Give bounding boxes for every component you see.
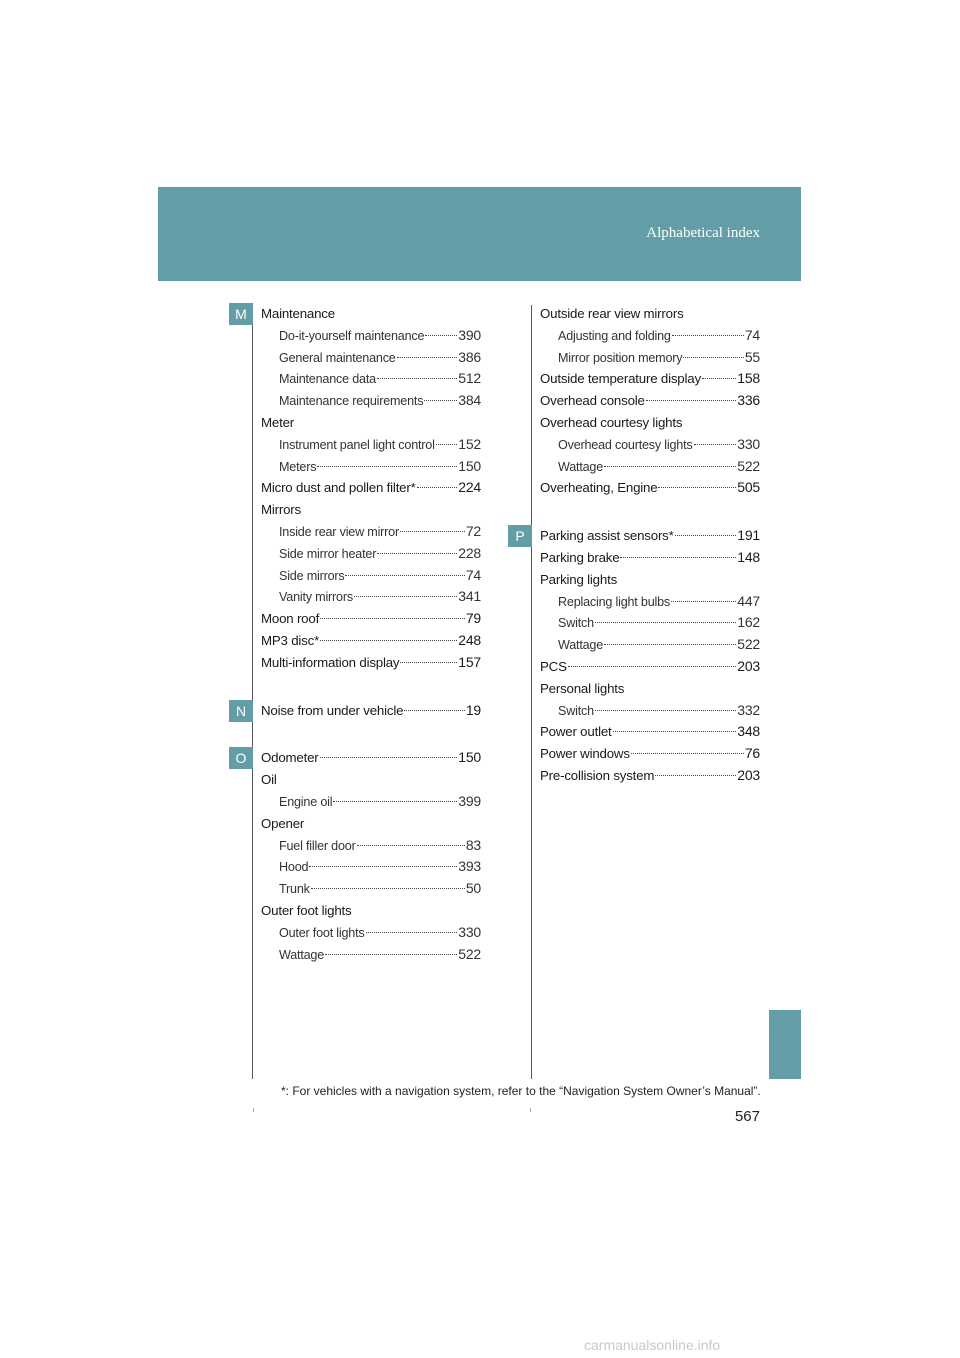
entry-page: 72 (465, 522, 481, 539)
entry-label: Overhead console (540, 393, 645, 409)
entry-label: Personal lights (540, 680, 625, 696)
entry-label: Wattage (279, 947, 325, 962)
index-section (515, 525, 760, 787)
index-section (540, 303, 760, 499)
leader-dots (400, 662, 457, 663)
entry-page: 158 (737, 370, 760, 387)
entry-page: 330 (458, 923, 481, 940)
index-entry[interactable] (540, 547, 760, 569)
entry-label: Side mirrors (279, 568, 345, 583)
entry-page: 332 (737, 701, 760, 718)
index-subentry[interactable] (540, 612, 760, 634)
entry-page: 55 (744, 348, 760, 365)
entry-page: 19 (465, 701, 481, 718)
entry-page: 76 (744, 745, 760, 762)
entry-label: Vanity mirrors (279, 590, 353, 605)
entry-label: Mirror position memory (558, 350, 683, 365)
header-title: Alphabetical index (646, 225, 760, 241)
leader-dots (595, 710, 736, 711)
entry-label: Meter (261, 414, 294, 430)
index-subentry[interactable] (540, 591, 760, 613)
index-subentry[interactable] (540, 325, 760, 347)
leader-dots (377, 378, 457, 379)
entry-label: Power windows (540, 746, 630, 762)
section-letter-badge: N (229, 700, 253, 722)
index-entry[interactable] (540, 477, 760, 499)
section-gap (261, 721, 481, 747)
entry-label: Instrument panel light control (279, 437, 435, 452)
index-subentry[interactable] (261, 347, 481, 369)
entry-label: Maintenance (261, 306, 335, 321)
leader-dots (646, 400, 737, 401)
index-entry[interactable] (261, 652, 481, 674)
watermark: carmanualsonline.info (584, 1337, 721, 1353)
leader-dots (320, 757, 458, 758)
index-entry[interactable] (261, 700, 481, 722)
entry-label: Do-it-yourself maintenance (279, 328, 425, 343)
entry-label: Switch (558, 703, 594, 718)
entry-page: 148 (737, 548, 760, 565)
leader-dots (702, 378, 736, 379)
entry-label: Outer foot lights (279, 925, 365, 940)
leader-dots (320, 618, 465, 619)
entry-label: Overhead courtesy lights (540, 414, 683, 430)
index-entry[interactable] (261, 499, 481, 521)
index-section (235, 747, 481, 965)
entry-page: 150 (458, 457, 481, 474)
leader-dots (311, 888, 465, 889)
index-subentry[interactable] (261, 521, 481, 543)
index-subentry[interactable] (540, 347, 760, 369)
index-subentry[interactable] (261, 543, 481, 565)
column-divider-left (252, 305, 253, 1079)
leader-dots (631, 753, 744, 754)
entry-label: Parking lights (540, 571, 618, 587)
entry-label: Maintenance requirements (279, 394, 424, 409)
entry-page: 386 (458, 348, 481, 365)
leader-dots (404, 710, 465, 711)
leader-dots (655, 775, 736, 776)
entry-label: Power outlet (540, 724, 612, 740)
leader-dots (436, 444, 458, 445)
index-section (235, 700, 481, 722)
entry-label: Mirrors (261, 502, 301, 518)
entry-page: 79 (465, 610, 481, 627)
entry-page: 348 (737, 723, 760, 740)
index-subentry[interactable] (540, 634, 760, 656)
entry-page: 399 (458, 792, 481, 809)
index-entry[interactable] (261, 813, 481, 835)
leader-dots (613, 731, 737, 732)
leader-dots (675, 535, 737, 536)
index-entry[interactable] (261, 747, 481, 769)
index-entry[interactable] (261, 303, 481, 325)
entry-page: 512 (458, 370, 481, 387)
entry-page: 390 (458, 326, 481, 343)
page-number: 567 (734, 1108, 760, 1125)
entry-page: 522 (737, 636, 760, 653)
index-subentry[interactable] (261, 878, 481, 900)
index-subentry[interactable] (261, 835, 481, 857)
leader-dots (604, 466, 736, 467)
leader-dots (366, 932, 458, 933)
section-gap (540, 499, 760, 525)
entry-label: Trunk (279, 882, 310, 897)
entry-page: 162 (737, 614, 760, 631)
entry-label: PCS (540, 658, 567, 674)
entry-page: 228 (458, 544, 481, 561)
index-entry[interactable] (261, 630, 481, 652)
index-subentry[interactable] (261, 565, 481, 587)
entry-page: 447 (737, 592, 760, 609)
index-subentry[interactable] (261, 434, 481, 456)
index-entry[interactable] (540, 678, 760, 700)
index-section (235, 303, 481, 674)
index-subentry[interactable] (261, 586, 481, 608)
index-subentry[interactable] (261, 791, 481, 813)
entry-label: Outside temperature display (540, 371, 701, 387)
leader-dots (425, 335, 457, 336)
crop-mark (530, 1108, 531, 1112)
entry-label: Parking brake (540, 549, 620, 565)
index-entry[interactable] (540, 390, 760, 412)
section-gap (261, 674, 481, 700)
leader-dots (345, 575, 464, 576)
index-entry[interactable] (540, 656, 760, 678)
leader-dots (604, 644, 736, 645)
entry-label: Inside rear view mirror (279, 524, 399, 539)
entry-label: Outside rear view mirrors (540, 306, 684, 321)
entry-label: Replacing light bulbs (558, 594, 671, 609)
index-entry[interactable] (261, 769, 481, 791)
entry-label: General maintenance (279, 350, 396, 365)
leader-dots (377, 553, 457, 554)
leader-dots (354, 596, 457, 597)
leader-dots (325, 954, 457, 955)
index-entry[interactable] (261, 412, 481, 434)
page-header (158, 187, 801, 281)
leader-dots (417, 487, 458, 488)
entry-label: Opener (261, 815, 305, 831)
leader-dots (397, 357, 458, 358)
index-subentry[interactable] (540, 434, 760, 456)
entry-label: Overheating, Engine (540, 480, 658, 496)
leader-dots (683, 357, 743, 358)
entry-page: 522 (737, 457, 760, 474)
entry-page: 152 (458, 435, 481, 452)
leader-dots (694, 444, 737, 445)
entry-label: Micro dust and pollen filter* (261, 480, 416, 496)
entry-page: 157 (458, 653, 481, 670)
footnote: *: For vehicles with a navigation system, refer to the “Navigation System Owner’s Manual”. (281, 1084, 761, 1098)
leader-dots (672, 335, 744, 336)
entry-label: Odometer (261, 750, 319, 766)
index-subentry[interactable] (261, 922, 481, 944)
entry-page: 393 (458, 858, 481, 875)
index-entry[interactable] (540, 412, 760, 434)
entry-page: 203 (737, 657, 760, 674)
index-subentry[interactable] (261, 390, 481, 412)
entry-label: Switch (558, 616, 594, 631)
entry-label: Hood (279, 860, 309, 875)
entry-page: 341 (458, 588, 481, 605)
index-entry[interactable] (261, 608, 481, 630)
entry-page: 74 (465, 566, 481, 583)
entry-label: Noise from under vehicle (261, 702, 404, 718)
entry-page: 191 (737, 527, 760, 544)
section-letter-badge: O (229, 747, 253, 769)
entry-label: Multi-information display (261, 654, 400, 670)
entry-label: Wattage (558, 638, 604, 653)
entry-page: 203 (737, 766, 760, 783)
leader-dots (620, 557, 736, 558)
index-entry[interactable] (540, 525, 760, 547)
index-subentry[interactable] (261, 856, 481, 878)
column-divider-center (531, 305, 532, 1079)
entry-label: Pre-collision system (540, 767, 655, 783)
index-subentry[interactable] (261, 944, 481, 966)
index-entry[interactable] (540, 569, 760, 591)
index-entry[interactable] (261, 900, 481, 922)
entry-page: 330 (737, 435, 760, 452)
entry-label: Fuel filler door (279, 838, 356, 853)
entry-page: 224 (458, 479, 481, 496)
index-subentry[interactable] (261, 456, 481, 478)
leader-dots (333, 801, 457, 802)
entry-page: 522 (458, 945, 481, 962)
leader-dots (309, 866, 457, 867)
entry-label: Moon roof (261, 611, 320, 627)
leader-dots (568, 666, 736, 667)
entry-page: 505 (737, 479, 760, 496)
chapter-tab (769, 1010, 801, 1079)
entry-label: Meters (279, 459, 317, 474)
entry-label: Parking assist sensors* (540, 528, 674, 544)
index-column-left (235, 303, 481, 965)
leader-dots (400, 531, 465, 532)
entry-label: Oil (261, 772, 277, 788)
entry-label: Overhead courtesy lights (558, 437, 693, 452)
entry-label: Maintenance data (279, 372, 376, 387)
entry-label: Side mirror heater (279, 546, 377, 561)
leader-dots (595, 622, 736, 623)
index-entry[interactable] (540, 765, 760, 787)
index-entry[interactable] (261, 477, 481, 499)
index-subentry[interactable] (261, 325, 481, 347)
entry-page: 150 (458, 749, 481, 766)
entry-page: 50 (465, 880, 481, 897)
index-subentry[interactable] (261, 368, 481, 390)
entry-label: Outer foot lights (261, 902, 352, 918)
entry-page: 74 (744, 326, 760, 343)
index-entry[interactable] (540, 743, 760, 765)
leader-dots (671, 601, 736, 602)
leader-dots (658, 487, 736, 488)
crop-mark (253, 1108, 254, 1112)
index-entry[interactable] (540, 368, 760, 390)
entry-label: Engine oil (279, 794, 333, 809)
section-letter-badge: M (229, 303, 253, 325)
entry-page: 248 (458, 631, 481, 648)
entry-label: Adjusting and folding (558, 328, 671, 343)
entry-label: Wattage (558, 459, 604, 474)
entry-page: 384 (458, 392, 481, 409)
entry-page: 336 (737, 392, 760, 409)
index-entry[interactable] (540, 303, 760, 325)
index-column-right (515, 303, 760, 787)
entry-page: 83 (465, 836, 481, 853)
index-subentry[interactable] (540, 700, 760, 722)
entry-label: MP3 disc* (261, 632, 320, 648)
leader-dots (320, 640, 457, 641)
leader-dots (317, 466, 457, 467)
index-entry[interactable] (540, 721, 760, 743)
leader-dots (424, 400, 457, 401)
section-letter-badge: P (508, 525, 532, 547)
index-subentry[interactable] (540, 456, 760, 478)
leader-dots (357, 845, 465, 846)
